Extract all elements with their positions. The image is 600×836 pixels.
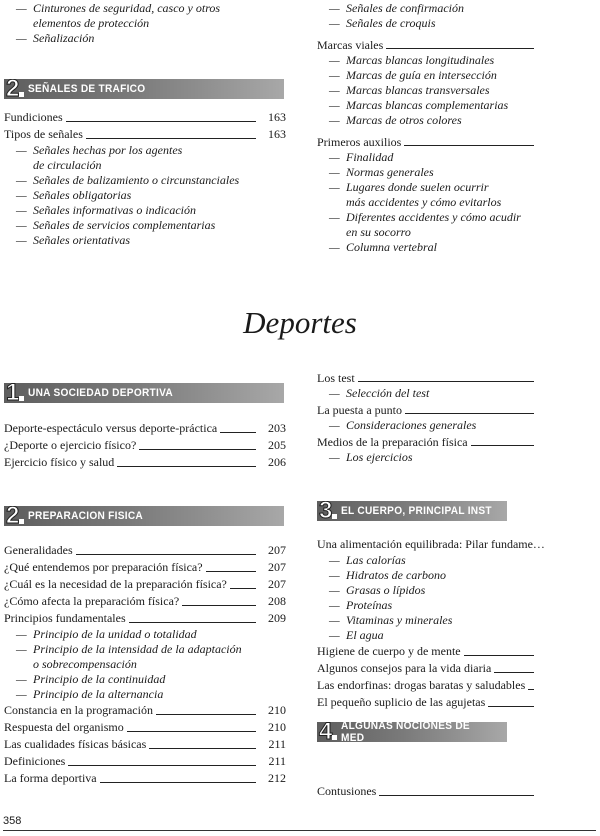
toc-subentry (4, 203, 286, 218)
banner-label: UNA SOCIEDAD DEPORTIVA (28, 387, 174, 399)
dash-mark: — (16, 203, 27, 217)
banner-number: 3 (319, 501, 332, 521)
toc-entry (4, 542, 286, 559)
leader-line (129, 622, 256, 623)
toc-entry (4, 454, 286, 471)
toc-subentry-title: Cinturones de seguridad, casco y otros (33, 1, 221, 15)
banner-dot (19, 92, 24, 97)
leader-line (86, 138, 256, 139)
toc-subentry-title: Señales informativas o indicación (33, 203, 196, 217)
toc-entry (4, 610, 286, 627)
toc-subentry-title: Señales de servicios complementarias (33, 218, 216, 232)
toc-entry (317, 38, 564, 53)
leader-line (220, 432, 256, 433)
toc-entry (317, 536, 564, 553)
toc-block-preparacion-fisica (4, 542, 286, 787)
toc-subentry-title: más accidentes y cómo evitarlos (346, 195, 502, 209)
toc-subentry-title: Marcas blancas longitudinales (346, 53, 495, 67)
toc-subentry (317, 628, 564, 643)
toc-subentry-title: Consideraciones generales (346, 418, 477, 432)
toc-subentry (317, 165, 564, 180)
toc-entry (317, 135, 564, 150)
dash-mark: — (329, 210, 340, 224)
toc-entry (317, 435, 564, 450)
toc-subentry-title: Hidratos de carbono (346, 568, 446, 582)
toc-subentry-title: de circulación (33, 158, 102, 172)
toc-entry (4, 576, 286, 593)
dash-mark: — (16, 233, 27, 247)
toc-subentry-title: Principio de la intensidad de la adaptación (33, 642, 242, 656)
banner-number: 2 (6, 506, 19, 526)
leader-line (528, 689, 534, 690)
toc-entry-page: 211 (268, 754, 286, 768)
dash-mark: — (329, 240, 340, 254)
toc-entry-page: 163 (268, 110, 286, 124)
toc-subentry (317, 83, 564, 98)
toc-subentry-title: Diferentes accidentes y cómo acudir (346, 210, 521, 224)
toc-entry-title: Ejercicio físico y salud (4, 455, 115, 469)
toc-subentry (4, 158, 286, 173)
dash-mark: — (16, 1, 27, 15)
toc-entry (317, 660, 564, 677)
leader-line (405, 413, 534, 414)
toc-subentry-title: Principio de la continuidad (33, 672, 166, 686)
toc-subentry-title: Señales de confirmación (346, 1, 464, 15)
leader-line (488, 706, 534, 707)
dash-mark: — (329, 83, 340, 97)
dash-mark: — (329, 598, 340, 612)
toc-entry-title: Generalidades (4, 543, 73, 557)
dash-mark: — (329, 98, 340, 112)
toc-subentry-title: Columna vertebral (346, 240, 437, 254)
toc-subentry-title: en su socorro (346, 225, 411, 239)
toc-block-sociedad-deportiva (4, 420, 286, 471)
toc-subentry (317, 98, 564, 113)
toc-block-senales (4, 109, 286, 248)
toc-subentry (317, 386, 564, 401)
toc-subentry (4, 188, 286, 203)
toc-subentry (317, 613, 564, 628)
toc-subentry (4, 16, 286, 31)
toc-subentry (317, 598, 564, 613)
toc-subentry (4, 233, 286, 248)
leader-line (139, 449, 256, 450)
toc-subentry (317, 450, 564, 465)
leader-line (66, 121, 256, 122)
toc-subentry-title: Señales orientativas (33, 233, 130, 247)
toc-subentry-title: Principio de la alternancia (33, 687, 164, 701)
toc-subentry-title: Proteínas (346, 598, 393, 612)
dash-mark: — (16, 31, 27, 45)
toc-entry-page: 212 (268, 771, 286, 785)
toc-entry-title: ¿Deporte o ejercicio físico? (4, 438, 137, 452)
toc-entry-title: Contusiones (317, 784, 377, 798)
toc-entry (4, 702, 286, 719)
toc-entry-page: 209 (268, 611, 286, 625)
page-number: 358 (3, 815, 22, 827)
dash-mark: — (329, 16, 340, 30)
dash-mark: — (16, 642, 27, 656)
dash-mark: — (329, 568, 340, 582)
toc-entry-title: Marcas viales (317, 38, 384, 52)
toc-entry-title: Fundiciones (4, 110, 63, 124)
leader-line (76, 554, 256, 555)
toc-entry-title: Definiciones (4, 754, 66, 768)
leader-line (100, 782, 256, 783)
toc-entry-title: Algunos consejos para la vida diaria (317, 661, 492, 675)
toc-entry-title: Constancia en la programación (4, 703, 153, 717)
toc-subentry-title: Señales de croquis (346, 16, 436, 30)
dash-mark: — (16, 627, 27, 641)
dash-mark: — (329, 165, 340, 179)
toc-entry (317, 694, 564, 711)
dash-mark: — (16, 687, 27, 701)
toc-entry (4, 736, 286, 753)
banner-dot (332, 735, 337, 740)
toc-subentry-title: Marcas blancas transversales (346, 83, 490, 97)
dash-mark: — (329, 180, 340, 194)
toc-entry (4, 420, 286, 437)
leader-line (206, 571, 256, 572)
toc-subentry-title: Los ejercicios (346, 450, 413, 464)
toc-subentry (317, 210, 564, 225)
leader-line (68, 765, 256, 766)
dash-mark: — (329, 386, 340, 400)
toc-entry (317, 677, 564, 694)
toc-entry-title: Las endorfinas: drogas baratas y saludables (317, 678, 526, 692)
dash-mark: — (16, 173, 27, 187)
toc-entry (4, 126, 286, 143)
leader-line (386, 48, 534, 49)
dash-mark: — (16, 143, 27, 157)
toc-subentry (317, 16, 564, 31)
toc-entry-title: ¿Qué entendemos por preparación física? (4, 560, 203, 574)
banner-dot (19, 396, 24, 401)
leader-line (471, 445, 534, 446)
leader-line (358, 381, 534, 382)
dash-mark: — (329, 1, 340, 15)
toc-entry (4, 593, 286, 610)
toc-subentry-title: Marcas blancas complementarias (346, 98, 509, 112)
toc-subentry (4, 687, 286, 702)
toc-block-top-left (4, 1, 286, 46)
leader-line (156, 714, 256, 715)
toc-entry (4, 559, 286, 576)
toc-subentry-title: Las calorías (346, 553, 406, 567)
banner-label: PREPARACION FISICA (28, 510, 144, 522)
banner-label: ALGUNAS NOCIONES DE MED (341, 722, 471, 742)
toc-entry (4, 437, 286, 454)
section-banner-senales-de-trafico (4, 79, 284, 99)
toc-subentry (4, 627, 286, 642)
toc-subentry-title: Marcas de guía en intersección (346, 68, 497, 82)
toc-entry (4, 109, 286, 126)
leader-line (404, 145, 534, 146)
toc-subentry (4, 1, 286, 16)
toc-entry-title: Higiene de cuerpo y de mente (317, 644, 461, 658)
toc-subentry (317, 1, 564, 16)
leader-line (494, 672, 534, 673)
section-banner-sociedad-deportiva (4, 383, 284, 403)
toc-entry-title: Los test (317, 371, 355, 385)
toc-subentry-title: Grasas o lípidos (346, 583, 426, 597)
toc-block-preparacion-right (317, 371, 564, 465)
dash-mark: — (329, 583, 340, 597)
toc-subentry-title: Selección del test (346, 386, 430, 400)
toc-subentry-title: Principio de la unidad o totalidad (33, 627, 197, 641)
toc-subentry-title: Señales de balizamiento o circunstanciales (33, 173, 240, 187)
toc-entry (317, 403, 564, 418)
toc-entry-title: Deporte-espectáculo versus deporte-práctica (4, 421, 218, 435)
toc-entry-title: La puesta a punto (317, 403, 402, 417)
toc-subentry (317, 113, 564, 128)
footer-rule (3, 830, 596, 831)
toc-subentry (4, 218, 286, 233)
toc-subentry (4, 143, 286, 158)
dash-mark: — (16, 672, 27, 686)
toc-entry-page: 205 (268, 438, 286, 452)
toc-entry-title: El pequeño suplicio de las agujetas (317, 695, 486, 709)
toc-entry-page: 211 (268, 737, 286, 751)
toc-subentry (4, 672, 286, 687)
toc-subentry-title: o sobrecompensación (33, 657, 137, 671)
toc-block-el-cuerpo (317, 536, 564, 711)
dash-mark: — (329, 68, 340, 82)
banner-label: EL CUERPO, PRINCIPAL INST (341, 505, 493, 517)
dash-mark: — (329, 150, 340, 164)
toc-subentry-title: Vitaminas y minerales (346, 613, 453, 627)
toc-entry (317, 371, 564, 386)
dash-mark: — (16, 188, 27, 202)
leader-line (464, 655, 534, 656)
toc-entry-title: ¿Cuál es la necesidad de la preparación física? (4, 577, 227, 591)
leader-line (149, 748, 256, 749)
toc-block-nociones (317, 783, 564, 800)
toc-subentry (317, 240, 564, 255)
toc-subentry-title: Finalidad (346, 150, 394, 164)
toc-subentry-title: El agua (346, 628, 384, 642)
toc-subentry (4, 173, 286, 188)
toc-entry-title: Principios fundamentales (4, 611, 126, 625)
dash-mark: — (329, 450, 340, 464)
toc-entry-page: 207 (268, 560, 286, 574)
toc-entry-title: Medios de la preparación física (317, 435, 468, 449)
leader-line (182, 605, 256, 606)
toc-subentry (317, 180, 564, 195)
dash-mark: — (329, 553, 340, 567)
banner-number: 2 (6, 79, 19, 99)
toc-entry-page: 207 (268, 543, 286, 557)
toc-subentry-title: Normas generales (346, 165, 434, 179)
toc-entry (4, 753, 286, 770)
toc-subentry-title: Marcas de otros colores (346, 113, 462, 127)
toc-entry-page: 206 (268, 455, 286, 469)
toc-entry-page: 208 (268, 594, 286, 608)
toc-subentry-title: Señalización (33, 31, 95, 45)
toc-subentry (317, 553, 564, 568)
toc-subentry (317, 53, 564, 68)
toc-subentry-title: Lugares donde suelen ocurrir (346, 180, 489, 194)
toc-entry-title: Respuesta del organismo (4, 720, 124, 734)
dash-mark: — (329, 113, 340, 127)
toc-entry (317, 643, 564, 660)
toc-subentry (317, 68, 564, 83)
banner-number: 4 (319, 722, 332, 742)
leader-line (117, 466, 256, 467)
banner-dot (19, 519, 24, 524)
toc-entry (317, 783, 564, 800)
toc-subentry (4, 657, 286, 672)
toc-entry-title: Una alimentación equilibrada: Pilar fundame… (317, 537, 545, 551)
toc-entry-page: 210 (268, 720, 286, 734)
toc-entry-title: Tipos de señales (4, 127, 83, 141)
toc-subentry (317, 195, 564, 210)
toc-subentry (4, 642, 286, 657)
leader-line (230, 588, 256, 589)
dash-mark: — (329, 418, 340, 432)
leader-line (379, 795, 534, 796)
toc-entry-page: 210 (268, 703, 286, 717)
toc-subentry (317, 568, 564, 583)
toc-subentry (4, 31, 286, 46)
leader-line (127, 731, 256, 732)
toc-entry-page: 203 (268, 421, 286, 435)
toc-entry (4, 719, 286, 736)
toc-entry-title: Primeros auxilios (317, 135, 402, 149)
section-banner-el-cuerpo (317, 501, 507, 521)
toc-entry-title: ¿Cómo afecta la preparacióm física? (4, 594, 180, 608)
dash-mark: — (329, 53, 340, 67)
toc-entry-title: Las cualidades físicas básicas (4, 737, 147, 751)
toc-entry-page: 163 (268, 127, 286, 141)
toc-entry (4, 770, 286, 787)
section-banner-preparacion-fisica (4, 506, 284, 526)
banner-number: 1 (6, 383, 19, 403)
toc-subentry (317, 418, 564, 433)
toc-subentry-title: elementos de protección (33, 16, 150, 30)
toc-subentry-title: Señales hechas por los agentes (33, 143, 183, 157)
banner-dot (332, 514, 337, 519)
dash-mark: — (16, 218, 27, 232)
toc-block-top-right (317, 1, 564, 255)
toc-subentry (317, 225, 564, 240)
toc-entry-title: La forma deportiva (4, 771, 97, 785)
dash-mark: — (329, 613, 340, 627)
toc-subentry-title: Señales obligatorias (33, 188, 132, 202)
toc-subentry (317, 583, 564, 598)
dash-mark: — (329, 628, 340, 642)
section-banner-nociones (317, 722, 507, 742)
toc-entry-page: 207 (268, 577, 286, 591)
page-title: Deportes (243, 305, 357, 340)
banner-label: SEÑALES DE TRAFICO (28, 83, 146, 95)
toc-subentry (317, 150, 564, 165)
